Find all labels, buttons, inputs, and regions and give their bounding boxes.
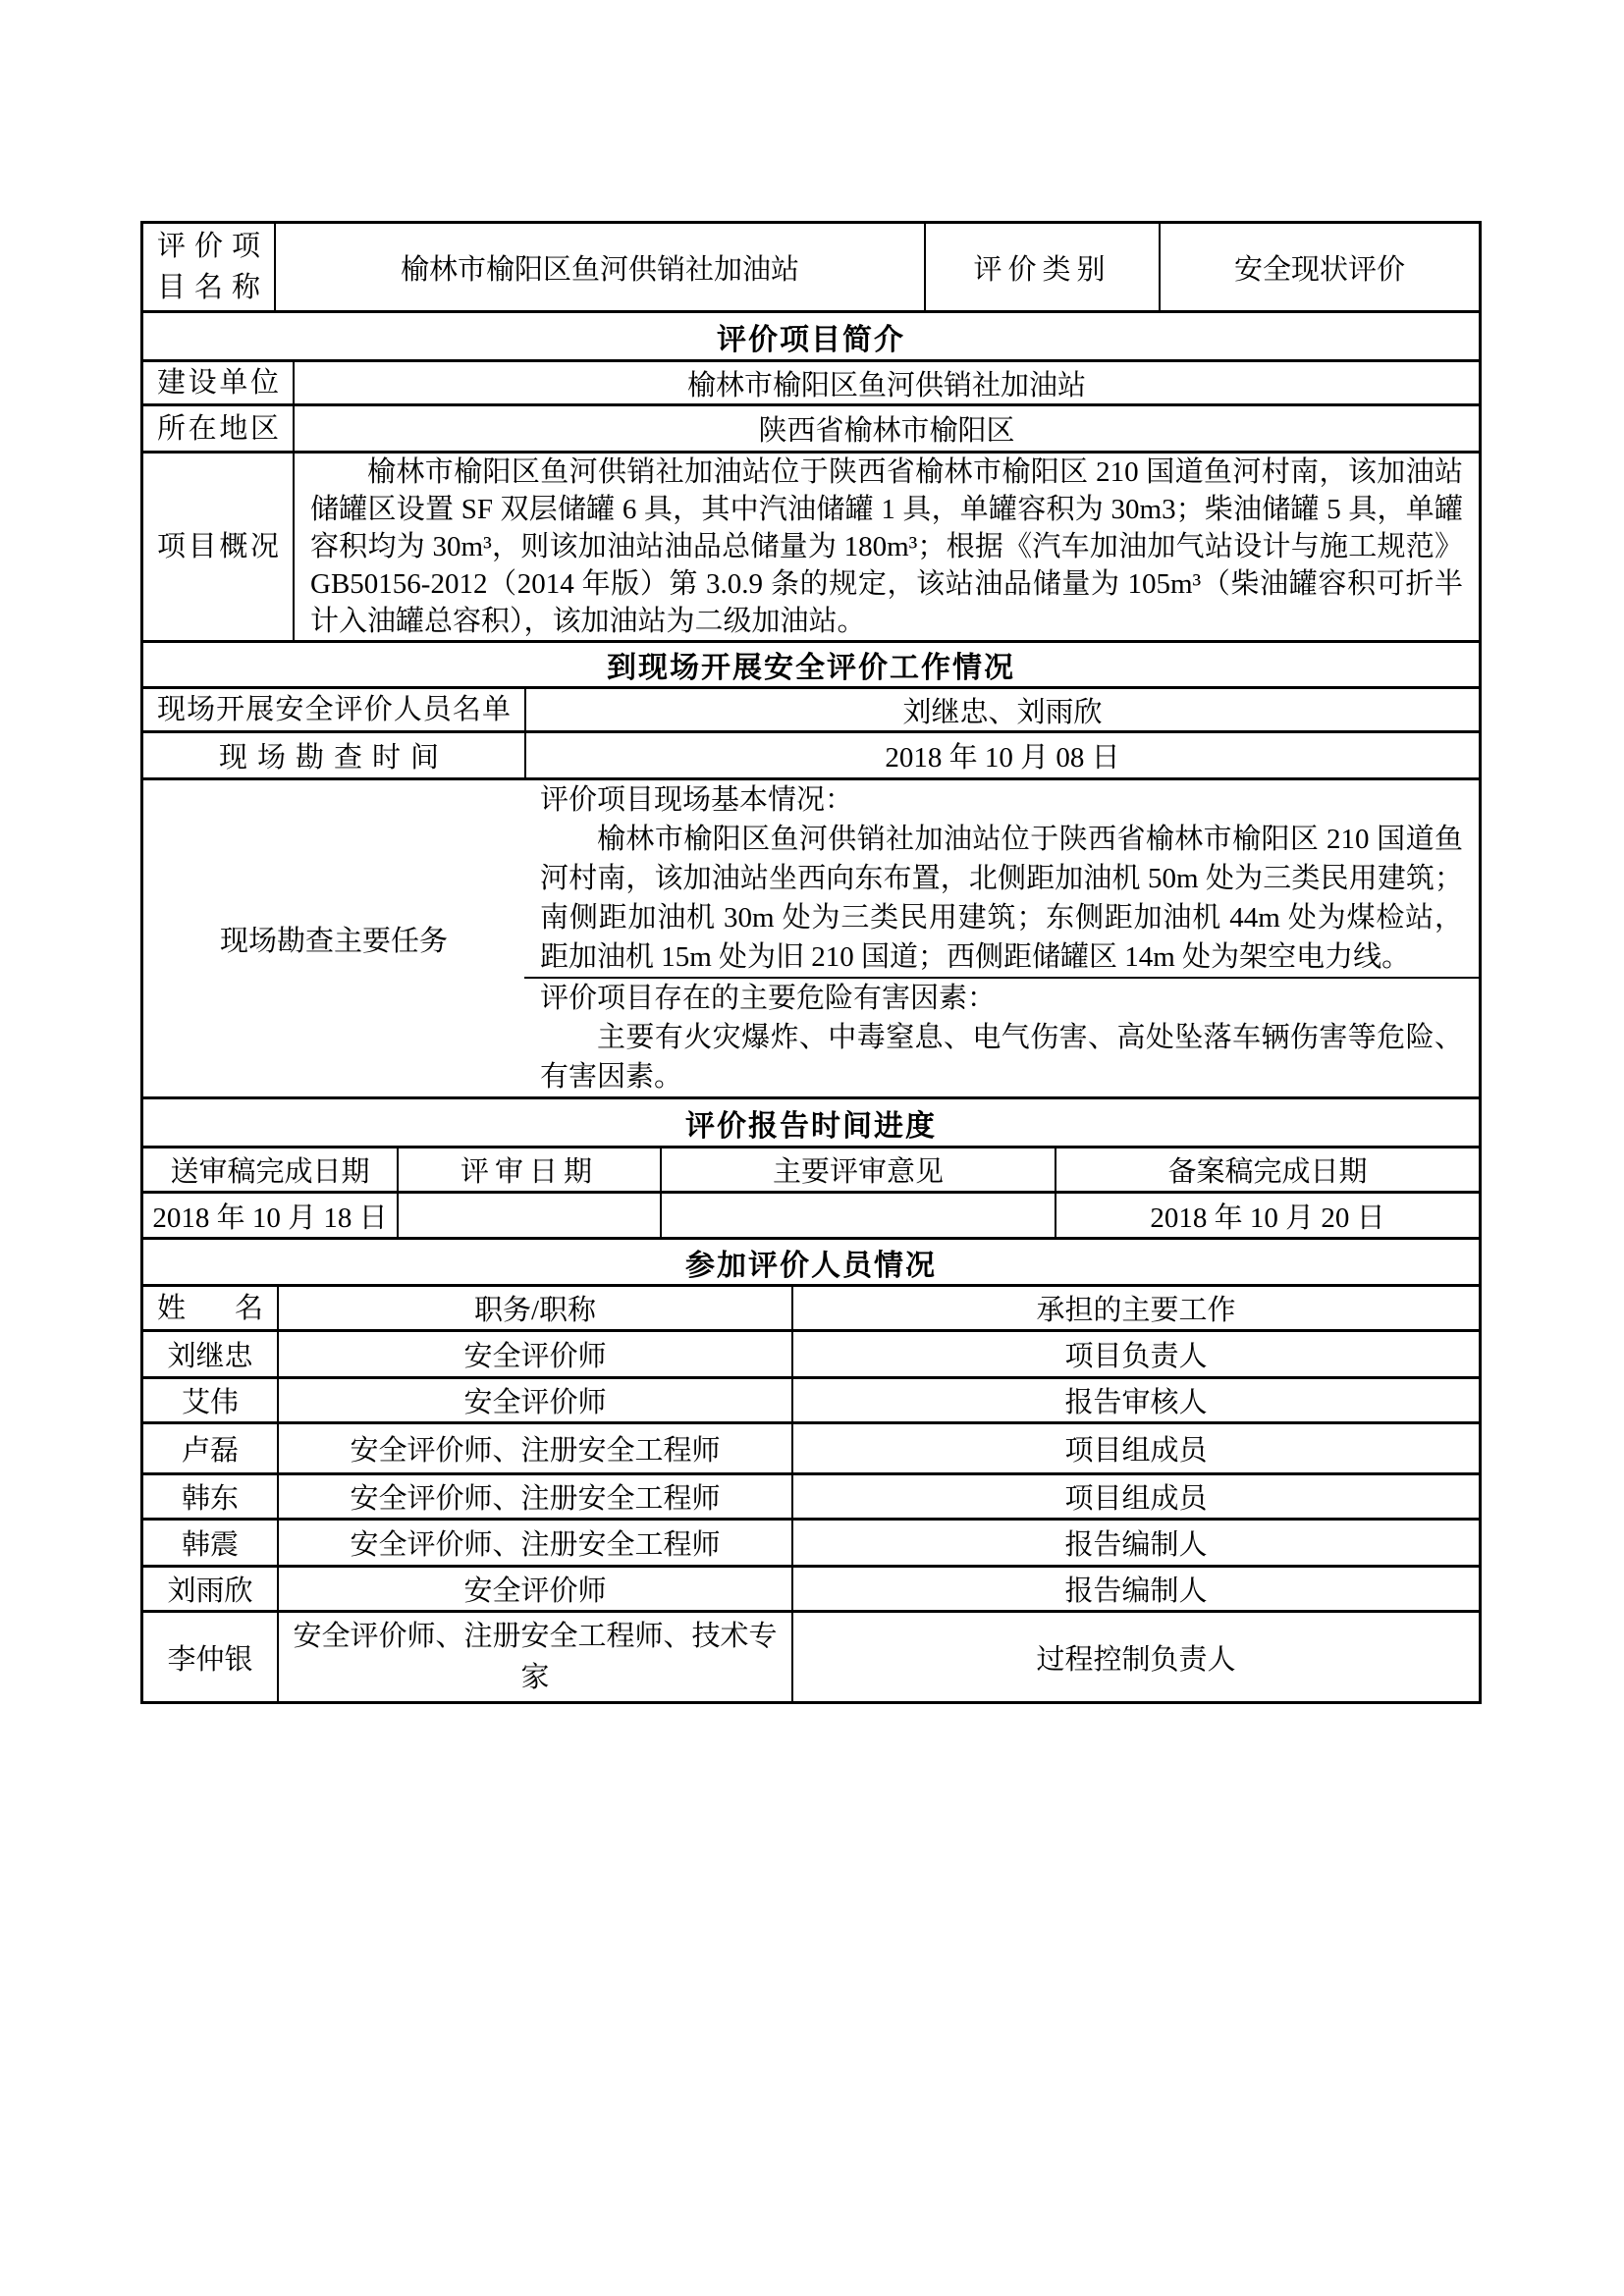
table-row <box>143 1376 1479 1421</box>
schedule-review-opinion <box>660 1194 1055 1237</box>
construction-unit-row <box>143 359 1479 403</box>
hazards-title: 评价项目存在的主要危险有害因素： <box>540 983 997 1014</box>
person-name: 韩震 <box>181 1529 239 1561</box>
section-intro-header-row <box>143 310 1479 359</box>
person-title: 安全评价师、注册安全工程师 <box>277 1521 791 1565</box>
table-row <box>143 1472 1479 1518</box>
overview-label-cell <box>143 454 293 640</box>
section-site-work-header-row <box>143 640 1479 686</box>
person-work: 报告编制人 <box>791 1568 1479 1610</box>
staff-list-row <box>143 686 1479 730</box>
person-work: 项目组成员 <box>791 1424 1479 1472</box>
person-title: 安全评价师 <box>277 1568 791 1610</box>
construction-unit-value: 榆林市榆阳区鱼河供销社加油站 <box>293 362 1479 403</box>
person-title: 安全评价师 <box>277 1379 791 1421</box>
construction-unit-label: 建设单位 <box>157 367 279 399</box>
survey-task-label: 现场勘查主要任务 <box>219 925 448 957</box>
section-site-work-header: 到现场开展安全评价工作情况 <box>607 652 1015 684</box>
person-work: 项目负责人 <box>791 1332 1479 1376</box>
survey-time-row <box>143 730 1479 777</box>
table-row <box>143 1610 1479 1701</box>
survey-task-row <box>143 777 1479 1096</box>
schedule-header-row <box>143 1146 1479 1191</box>
table-row <box>143 1518 1479 1565</box>
schedule-draft-date: 2018 年 10 月 18 日 <box>152 1201 388 1234</box>
survey-time-label: 现场勘查时间 <box>218 742 449 774</box>
personnel-header-row <box>143 1284 1479 1329</box>
region-row <box>143 403 1479 451</box>
person-name: 刘雨欣 <box>167 1575 253 1607</box>
construction-unit-label-cell <box>143 362 293 403</box>
region-label: 所在地区 <box>157 412 279 445</box>
person-title: 安全评价师、注册安全工程师 <box>277 1475 791 1518</box>
person-work: 项目组成员 <box>791 1475 1479 1518</box>
section-personnel-header-row <box>143 1237 1479 1284</box>
person-title: 安全评价师、注册安全工程师 <box>277 1424 791 1472</box>
person-work: 过程控制负责人 <box>791 1613 1479 1701</box>
survey-time-value: 2018 年 10 月 08 日 <box>524 733 1479 777</box>
person-name: 韩东 <box>181 1483 239 1515</box>
person-name: 艾伟 <box>181 1387 239 1418</box>
schedule-col-review-date: 评审日期 <box>397 1148 660 1191</box>
category-label: 评价类别 <box>924 224 1159 310</box>
schedule-value-row <box>143 1191 1479 1237</box>
section-schedule-header: 评价报告时间进度 <box>685 1109 937 1143</box>
overview-text: 榆林市榆阳区鱼河供销社加油站位于陕西省榆林市榆阳区 210 国道鱼河村南，该加油站储罐区设置 SF 双层储罐 6 具，其中汽油储罐 1 具，单罐容积为 30m3；柴油储罐 5 具，单罐容积均为 30m³，则该加油站油品总储量为 180m³；根据《汽车加油加气站设计与施工规范》GB50156-2012（2014 年版）第 3.0.9 条的规定，该站油品储量为 105m³（柴油罐容积可折半计入油罐总容积），该加油站为二级加油站。 <box>310 456 1463 637</box>
personnel-col-name-cell <box>143 1287 277 1329</box>
region-label-cell <box>143 406 293 451</box>
survey-task-content <box>524 780 1479 1096</box>
person-name: 李仲银 <box>167 1643 253 1676</box>
site-condition-block <box>524 780 1479 977</box>
category-value: 安全现状评价 <box>1159 224 1479 310</box>
staff-list-value: 刘继忠、刘雨欣 <box>524 689 1479 730</box>
person-work: 报告审核人 <box>791 1379 1479 1421</box>
table-row <box>143 1565 1479 1610</box>
personnel-col-title: 职务/职称 <box>277 1287 791 1329</box>
overview-value-cell <box>293 454 1479 640</box>
hazards-block <box>524 979 1479 1096</box>
person-name: 卢磊 <box>181 1435 239 1467</box>
section-intro-header: 评价项目简介 <box>717 323 905 356</box>
table-row <box>143 1421 1479 1472</box>
schedule-col-record-date: 备案稿完成日期 <box>1055 1148 1479 1191</box>
overview-paragraph <box>295 454 1479 640</box>
person-title: 安全评价师、注册安全工程师、技术专家 <box>277 1613 791 1701</box>
schedule-record-date: 2018 年 10 月 20 日 <box>1055 1194 1479 1237</box>
site-condition-text: 榆林市榆阳区鱼河供销社加油站位于陕西省榆林市榆阳区 210 国道鱼河村南，该加油站坐西向东布置，北侧距加油机 50m 处为三类民用建筑；南侧距加油机 30m 处为三类民用建筑；东侧距加油机 44m 处为煤检站，距加油机 15m 处为旧 210 国道；西侧距储罐区 14m 处为架空电力线。 <box>540 824 1463 973</box>
schedule-col-review-opinion: 主要评审意见 <box>660 1148 1055 1191</box>
person-work: 报告编制人 <box>791 1521 1479 1565</box>
site-condition-cell <box>524 780 1479 977</box>
personnel-col-name: 姓 名 <box>157 1292 263 1324</box>
hazards-text: 主要有火灾爆炸、中毒窒息、电气伤害、高处坠落车辆伤害等危险、有害因素。 <box>540 1022 1463 1093</box>
site-condition-title: 评价项目现场基本情况： <box>540 784 854 816</box>
project-name-value: 榆林市榆阳区鱼河供销社加油站 <box>274 224 924 310</box>
schedule-col-draft-date: 送审稿完成日期 <box>170 1156 370 1188</box>
region-value: 陕西省榆林市榆阳区 <box>293 406 1479 451</box>
project-name-label-cell <box>143 224 274 310</box>
project-name-label: 评价项目名称 <box>157 231 260 303</box>
section-schedule-header-row <box>143 1096 1479 1146</box>
safety-evaluation-table <box>140 221 1482 1704</box>
personnel-col-work: 承担的主要工作 <box>791 1287 1479 1329</box>
staff-list-label: 现场开展安全评价人员名单 <box>157 694 511 725</box>
project-name-row <box>143 224 1479 310</box>
overview-label: 项目概况 <box>157 531 279 562</box>
person-name: 刘继忠 <box>167 1341 253 1372</box>
person-title: 安全评价师 <box>277 1332 791 1376</box>
overview-row <box>143 451 1479 640</box>
section-personnel-header: 参加评价人员情况 <box>685 1249 937 1282</box>
hazards-cell <box>524 977 1479 1096</box>
staff-list-label-cell <box>143 689 524 730</box>
table-row <box>143 1329 1479 1376</box>
schedule-review-date <box>397 1194 660 1237</box>
